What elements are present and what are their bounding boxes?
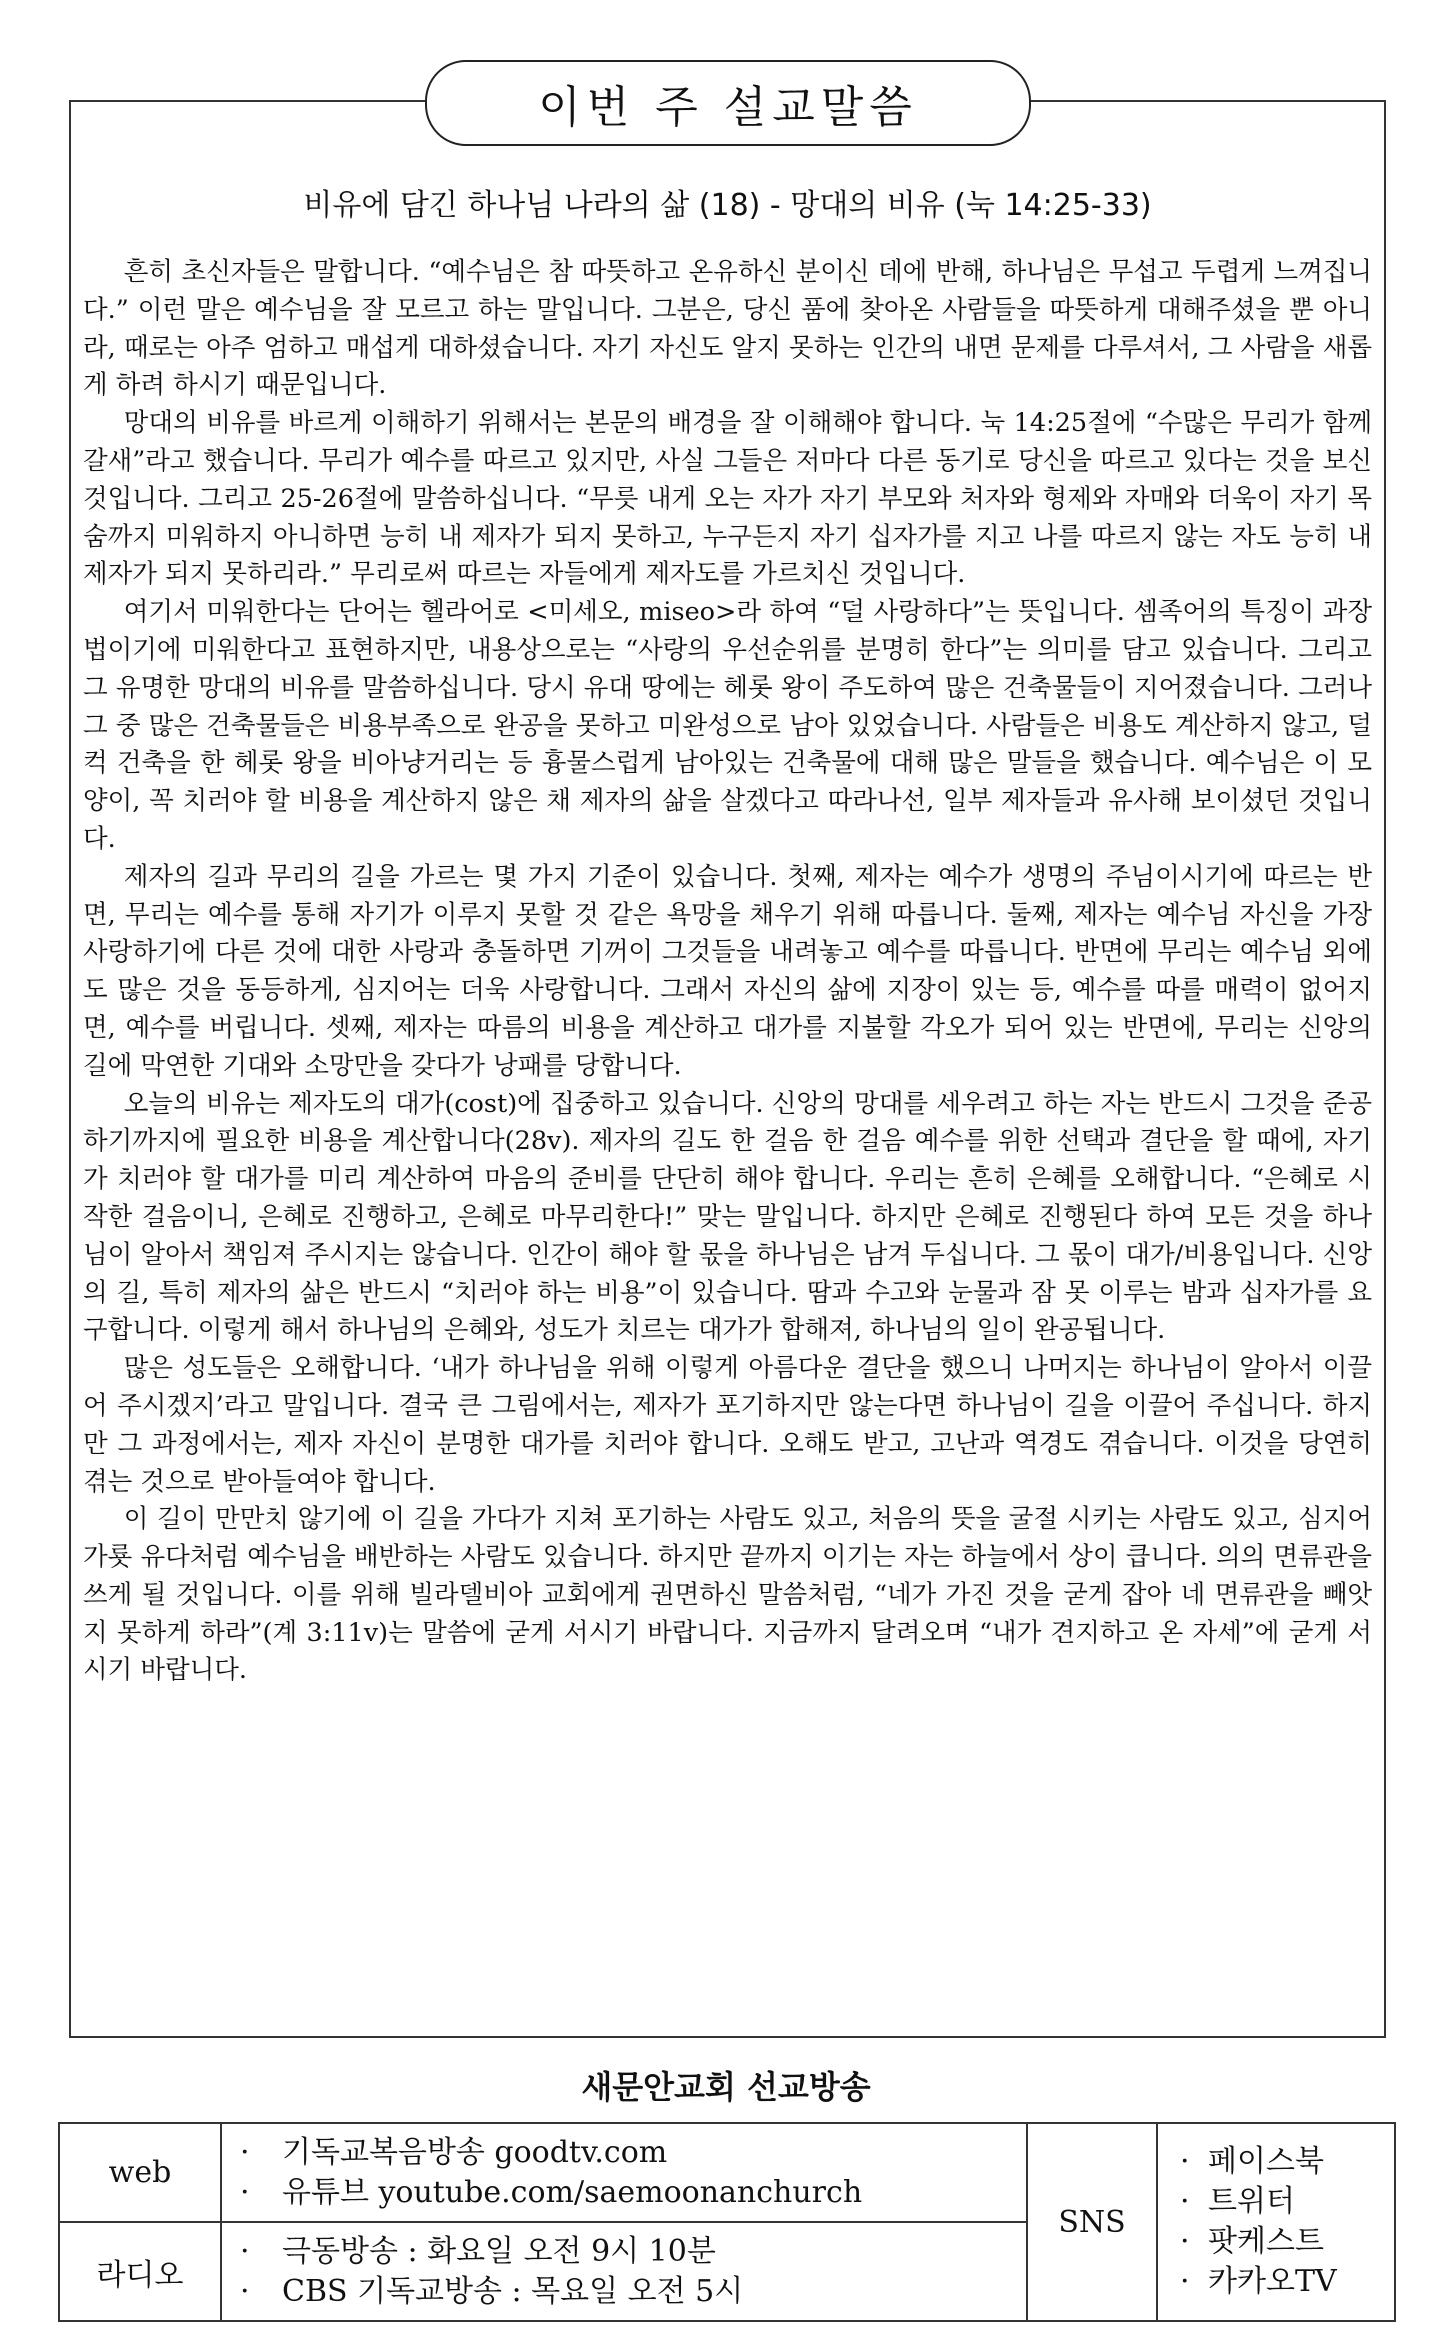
bullet: · — [1180, 2224, 1190, 2259]
sermon-paragraph: 오늘의 비유는 제자도의 대가(cost)에 집중하고 있습니다. 신앙의 망대를 세우려고 하는 자는 반드시 그것을 준공하기까지에 필요한 비용을 계산합니다(28v). 제자의 길도 한 걸음 한 걸음 예수를 위한 선택과 결단을 할 때에, 자기가 치러야 할 대가를 미리 계산하여 마음의 준비를 단단히 해야 합니다. 우리는 흔히 은혜를 오해합니다. “은혜로 시작한 걸음이니, 은혜로 진행하고, 은혜로 마무리한다!” 맞는 말입니다. 하지만 은혜로 진행된다 하여 모든 것을 하나님이 알아서 책임져 주시지는 않습니다. 인간이 해야 할 몫을 하나님은 남겨 두십니다. 그 몫이 대가/비용입니다. 신앙의 길, 특히 제자의 삶은 반드시 “치러야 하는 비용”이 있습니다. 땀과 수고와 눈물과 잠 못 이루는 밤과 십자가를 요구합니다. 이렇게 해서 하나님의 은혜와, 성도가 치르는 대가가 합해져, 하나님의 일이 완공됩니다. — [83, 1088, 1372, 1346]
sermon-paragraph: 많은 성도들은 오해합니다. ‘내가 하나님을 위해 이렇게 아름다운 결단을 했으니 나머지는 하나님이 알아서 이끌어 주시겠지’라고 말입니다. 결국 큰 그림에서는, 제자가 포기하지만 않는다면 하나님이 길을 이끌어 주십니다. 하지만 그 과정에서는, 제자 자신이 분명한 대가를 치러야 합니다. 오해도 받고, 고난과 역경도 겪습니다. 이것을 당연히 겪는 것으로 받아들여야 합니다. — [83, 1353, 1372, 1497]
sns-label: SNS — [1027, 2123, 1157, 2321]
sns-items — [1157, 2123, 1395, 2321]
bullet: · — [1180, 2264, 1190, 2299]
sermon-paragraph: 여기서 미워한다는 단어는 헬라어로 <미세오, miseo>라 하여 “덜 사랑하다”는 뜻입니다. 셈족어의 특징이 과장법이기에 미워한다고 표현하지만, 내용상으로는 “사랑의 우선순위를 분명히 한다”는 의미를 담고 있습니다. 그리고 그 유명한 망대의 비유를 말씀하십니다. 당시 유대 땅에는 헤롯 왕이 주도하여 많은 건축물들이 지어졌습니다. 그러나 그 중 많은 건축물들은 비용부족으로 완공을 못하고 미완성으로 남아 있었습니다. 사람들은 비용도 계산하지 않고, 덜컥 건축을 한 헤롯 왕을 비아냥거리는 등 흉물스럽게 남아있는 건축물에 대해 많은 말들을 했습니다. 예수님은 이 모양이, 꼭 치러야 할 비용을 계산하지 않은 채 제자의 삶을 살겠다고 따라나선, 일부 제자들과 유사해 보이셨던 것입니다. — [83, 597, 1372, 854]
broadcast-row-web — [59, 2123, 1395, 2222]
sermon-paragraph: 망대의 비유를 바르게 이해하기 위해서는 본문의 배경을 잘 이해해야 합니다. 눅 14:25절에 “수많은 무리가 함께 갈새”라고 했습니다. 무리가 예수를 따르고 있지만, 사실 그들은 저마다 다른 동기로 당신을 따르고 있다는 것을 보신 것입니다. 그리고 25-26절에 말씀하십니다. “무릇 내게 오는 자가 자기 부모와 처자와 형제와 자매와 더욱이 자기 목숨까지 미워하지 아니하면 능히 내 제자가 되지 못하고, 누구든지 자기 십자가를 지고 나를 따르지 않는 자도 능히 내 제자가 되지 못하리라.” 무리로써 따르는 자들에게 제자도를 가르치신 것입니다. — [83, 408, 1372, 590]
list-item — [1180, 2142, 1394, 2182]
list-item — [240, 2232, 1026, 2272]
broadcast-title: 새문안교회 선교방송 — [581, 2068, 871, 2106]
list-item — [1180, 2262, 1394, 2302]
radio-items — [221, 2222, 1027, 2321]
bullet: · — [240, 2233, 250, 2269]
sns-item-podcast: 팟케스트 — [1208, 2224, 1324, 2259]
radio-label: 라디오 — [59, 2222, 221, 2321]
sermon-paragraph: 이 길이 만만치 않기에 이 길을 가다가 지쳐 포기하는 사람도 있고, 처음의 뜻을 굴절 시키는 사람도 있고, 심지어 가룟 유다처럼 예수님을 배반하는 사람도 있습니다. 하지만 끝까지 이기는 자는 하늘에서 상이 큽니다. 의의 면류관을 쓰게 될 것입니다. 이를 위해 빌라델비아 교회에게 권면하신 말씀처럼, “네가 가진 것을 굳게 잡아 네 면류관을 빼앗지 못하게 하라”(계 3:11v)는 말씀에 굳게 서시기 바랍니다. 지금까지 달려오며 “내가 견지하고 온 자세”에 굳게 서시기 바랍니다. — [83, 1504, 1372, 1686]
sns-item-kakaotv: 카카오TV — [1208, 2264, 1337, 2299]
web-items — [221, 2123, 1027, 2222]
bullet: · — [240, 2174, 250, 2210]
sermon-body — [83, 254, 1372, 1690]
radio-item-cbs: CBS 기독교방송 : 목요일 오전 5시 — [282, 2273, 744, 2309]
page-title: 이번 주 설교말씀 — [425, 60, 1031, 146]
sns-item-twitter: 트위터 — [1208, 2184, 1295, 2219]
sermon-title: 비유에 담긴 하나님 나라의 삶 (18) - 망대의 비유 (눅 14:25-33) — [303, 188, 1152, 223]
list-item — [1180, 2222, 1394, 2262]
list-item — [1180, 2182, 1394, 2222]
web-item-youtube: 유튜브 youtube.com/saemoonanchurch — [282, 2174, 863, 2210]
bullet: · — [240, 2134, 250, 2170]
broadcast-table — [58, 2122, 1396, 2322]
list-item — [240, 2272, 1026, 2312]
web-item-goodtv: 기독교복음방송 goodtv.com — [282, 2134, 668, 2170]
radio-item-febc: 극동방송 : 화요일 오전 9시 10분 — [282, 2233, 716, 2269]
bullet: · — [1180, 2184, 1190, 2219]
list-item — [240, 2173, 1026, 2213]
bullet: · — [240, 2273, 250, 2309]
web-label: web — [59, 2123, 221, 2222]
sermon-box — [69, 100, 1386, 2038]
sermon-paragraph: 제자의 길과 무리의 길을 가르는 몇 가지 기준이 있습니다. 첫째, 제자는 예수가 생명의 주님이시기에 따르는 반면, 무리는 예수를 통해 자기가 이루지 못할 것 같은 욕망을 채우기 위해 따릅니다. 둘째, 제자는 예수님 자신을 가장 사랑하기에 다른 것에 대한 사랑과 충돌하면 기꺼이 그것들을 내려놓고 예수를 따릅니다. 반면에 무리는 예수님 외에도 많은 것을 동등하게, 심지어는 더욱 사랑합니다. 그래서 자신의 삶에 지장이 있는 등, 예수를 따를 매력이 없어지면, 예수를 버립니다. 셋째, 제자는 따름의 비용을 계산하고 대가를 지불할 각오가 되어 있는 반면에, 무리는 신앙의 길에 막연한 기대와 소망만을 갖다가 낭패를 당합니다. — [83, 861, 1372, 1081]
bullet: · — [1180, 2144, 1190, 2179]
sns-item-facebook: 페이스북 — [1208, 2144, 1324, 2179]
list-item — [240, 2133, 1026, 2173]
sermon-paragraph: 흔히 초신자들은 말합니다. “예수님은 참 따뜻하고 온유하신 분이신 데에 반해, 하나님은 무섭고 두렵게 느껴집니다.” 이런 말은 예수님을 잘 모르고 하는 말입니다. 그분은, 당신 품에 찾아온 사람들을 따뜻하게 대해주셨을 뿐 아니라, 때로는 아주 엄하고 매섭게 대하셨습니다. 자기 자신도 알지 못하는 인간의 내면 문제를 다루셔서, 그 사람을 새롭게 하려 하시기 때문입니다. — [83, 257, 1372, 401]
